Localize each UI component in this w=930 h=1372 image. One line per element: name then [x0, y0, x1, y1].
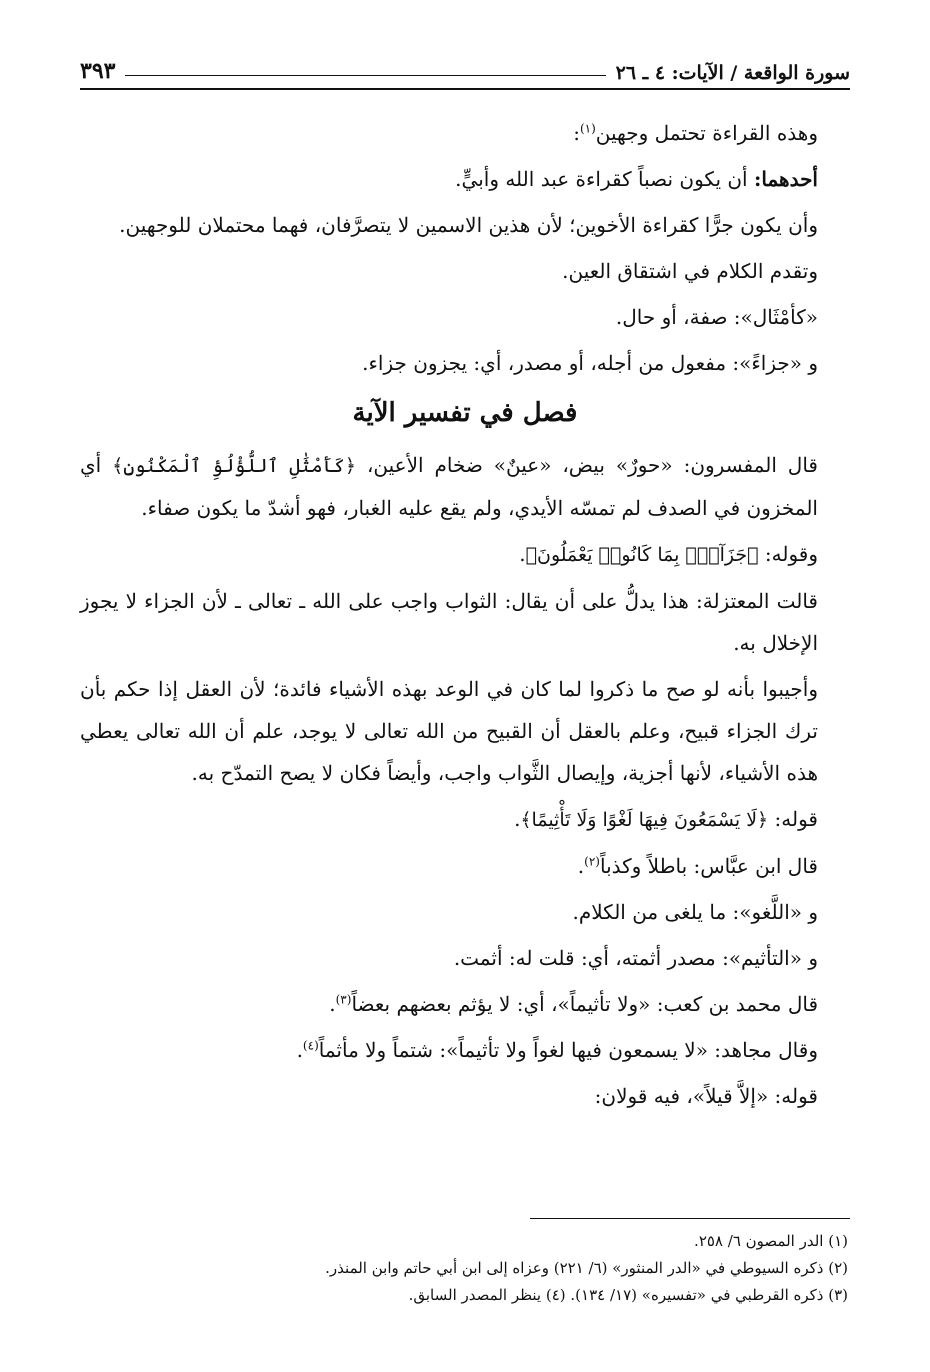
text: . — [514, 807, 521, 831]
text: أي المخزون في الصدف لم تمسّه الأيدي، ولم يقع عليه الغبار، فهو أشدّ ما يكون صفاء. — [80, 453, 818, 520]
text: أن يكون نصباً كقراءة عبد الله وأبيٍّ. — [455, 167, 754, 191]
footnote-rule — [530, 1218, 850, 1219]
paragraph: وأجيبوا بأنه لو صح ما ذكروا لما كان في الوعد بهذه الأشياء فائدة؛ لأن العقل إذا حكم بأن ترك الجزاء قبيح، وعلم بالعقل أن القبيح من الله تعالى لا يوجد، علم أن الله تعالى يعطي هذه الأشياء، لأنها أجزية، وإيصال الثَّواب واجب، وأيضاً فكان لا يصح التمدّح به. — [80, 677, 818, 785]
paragraph — [80, 845, 850, 887]
text: قال ابن عبَّاس: باطلاً وكذباً — [599, 854, 818, 878]
header-rule — [80, 88, 850, 90]
section-heading: فصل في تفسير الآية — [352, 398, 578, 428]
footnote-ref: (٢) — [584, 854, 600, 869]
footnote-ref: (٤) — [302, 1038, 319, 1053]
text: . — [296, 1038, 303, 1062]
paragraph: قوله: «إلاَّ قيلاً»، فيه قولان: — [594, 1084, 818, 1108]
paragraph: وأن يكون جرًّا كقراءة الأخوين؛ لأن هذين الاسمين لا يتصرَّفان، فهما محتملان للوجهين. — [119, 213, 818, 237]
footnotes — [80, 1228, 850, 1309]
text: قال محمد بن كعب: «ولا تأثيماً»، أي: لا يؤثم بعضهم بعضاً — [351, 992, 818, 1016]
footnote-ref: (١) — [579, 121, 596, 136]
page-header — [80, 44, 850, 84]
text: قال المفسرون: «حورٌ» بيض، «عينٌ» ضخام الأعين، — [356, 453, 818, 477]
quran-verse: ﴿لَا يَسْمَعُونَ فِيهَا لَغْوًا وَلَا تَأْثِيمًا﴾ — [520, 809, 769, 831]
quran-verse: ﴿جَزَآءًۢ بِمَا كَانُوا۟ يَعْمَلُونَ﴾ — [525, 544, 759, 566]
main-text — [80, 112, 850, 1121]
text: . — [519, 542, 526, 566]
text: : — [573, 121, 580, 145]
text: . — [329, 992, 336, 1016]
text: وهذه القراءة تحتمل وجهين — [595, 121, 818, 145]
paragraph — [80, 798, 850, 841]
footnote: (٣) ذكره القرطبي في «تفسيره» (١٧/ ١٣٤). (٤) ينظر المصدر السابق. — [408, 1286, 848, 1304]
page-number: ٣٩٣ — [80, 58, 116, 84]
paragraph: و «جزاءً»: مفعول من أجله، أو مصدر، أي: يجزون جزاء. — [362, 351, 818, 375]
paragraph: «كأمْثَال»: صفة، أو حال. — [615, 305, 818, 329]
paragraph — [80, 533, 850, 576]
paragraph: و «اللَّغو»: ما يلغى من الكلام. — [572, 900, 818, 924]
paragraph: و «التأثيم»: مصدر أثمته، أي: قلت له: أثمت. — [453, 946, 818, 970]
header-line — [125, 75, 605, 76]
footnote-ref: (٣) — [335, 992, 352, 1007]
paragraph — [80, 1029, 850, 1071]
paragraph — [80, 158, 850, 200]
sura-title: سورة الواقعة / الآيات: ٤ ـ ٢٦ — [615, 62, 850, 84]
paragraph: قالت المعتزلة: هذا يدلُّ على أن يقال: الثواب واجب على الله ـ تعالى ـ لأن الجزاء لا يجوز الإخلال به. — [80, 589, 818, 655]
bold-label: أحدهما: — [753, 167, 818, 191]
paragraph — [80, 983, 850, 1025]
paragraph — [80, 112, 850, 154]
text: قوله: — [768, 807, 818, 831]
text: . — [577, 854, 585, 878]
footnote: (٢) ذكره السيوطي في «الدر المنثور» (٦/ ٢٢١) وعزاه إلى ابن أبي حاتم وابن المنذر. — [325, 1259, 848, 1277]
quran-verse: ﴿كَأَمْثَٰلِ ٱللُّؤْلُؤِ ٱلْمَكْنُونِ﴾ — [112, 455, 357, 477]
footnote: (١) الدر المصون ٦/ ٢٥٨. — [694, 1232, 848, 1250]
paragraph — [80, 444, 850, 529]
text: وقال مجاهد: «لا يسمعون فيها لغواً ولا تأثيماً»: شتماً ولا مأثماً — [318, 1038, 818, 1062]
paragraph: وتقدم الكلام في اشتقاق العين. — [562, 259, 818, 283]
text: وقوله: — [758, 542, 818, 566]
